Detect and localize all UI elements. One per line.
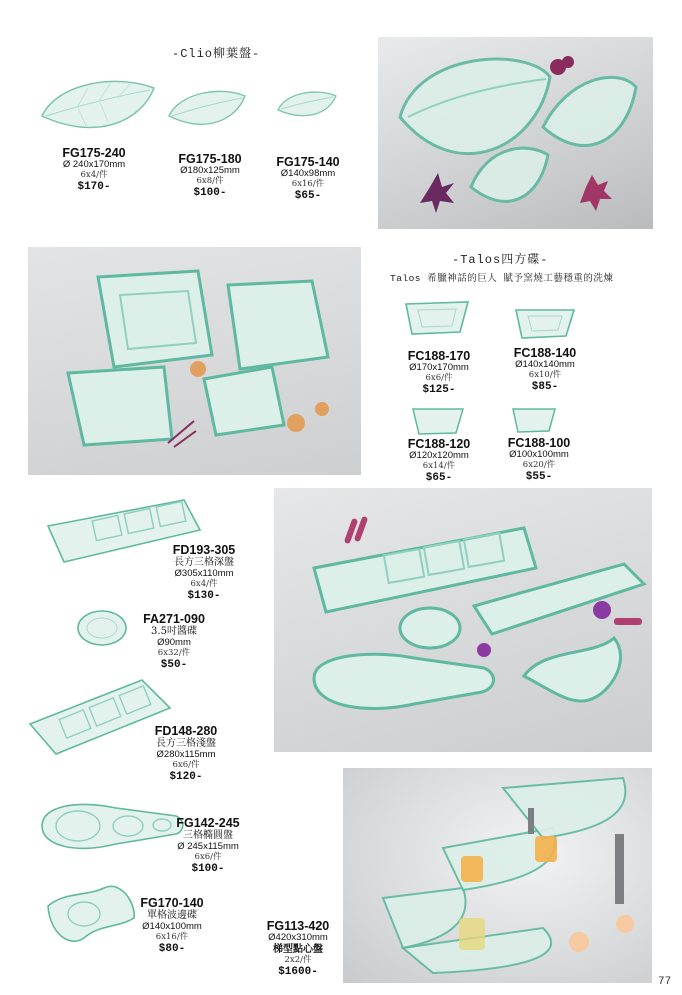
page-number: 77 — [658, 976, 672, 988]
product-code: FD148-280 — [154, 724, 218, 738]
product-code: FD193-305 — [172, 543, 236, 557]
product-price: $80- — [158, 942, 186, 955]
tray-collection-photo — [274, 488, 652, 752]
square-dish-140-image — [512, 304, 578, 342]
product-pack: 6x16/件 — [291, 179, 325, 190]
sauce-dish-image — [76, 608, 128, 648]
product-dimension: Ø420x310mm — [268, 932, 328, 944]
product-dimension: Ø180x125mm — [180, 165, 240, 177]
product-price: $55- — [525, 471, 553, 484]
clio-product-photo — [378, 37, 653, 229]
product-name: 梯型點心盤 — [273, 944, 323, 956]
product-dimension: Ø170x170mm — [409, 362, 469, 374]
product-price: $170- — [77, 181, 111, 194]
product-pack: 6x20/件 — [522, 460, 556, 471]
product-fd193-305 — [156, 543, 252, 602]
product-pack: 6x4/件 — [80, 170, 108, 181]
tiered-dessert-stand-photo — [343, 768, 652, 983]
square-dish-100-image — [510, 404, 558, 436]
product-name: 3.5吋醬碟 — [151, 626, 197, 638]
product-pack: 6x6/件 — [172, 759, 200, 770]
product-price: $130- — [187, 589, 221, 602]
product-fg175-180 — [164, 152, 256, 200]
product-name: 單格波邊碟 — [147, 910, 197, 922]
product-pack: 6x16/件 — [155, 931, 189, 942]
product-dimension: Ø305x110mm — [174, 567, 234, 579]
leaf-plate-small-image — [276, 90, 338, 122]
product-dimension: Ø120x120mm — [409, 450, 469, 462]
product-dimension: Ø 245x115mm — [177, 840, 239, 852]
product-code: FC188-140 — [513, 346, 577, 360]
product-code: FG175-240 — [62, 146, 126, 160]
product-code: FG175-180 — [178, 152, 242, 166]
product-name: 三格橢圓盤 — [183, 830, 233, 842]
product-pack: 6x4/件 — [190, 578, 218, 589]
product-price: $50- — [160, 658, 188, 671]
product-code: FG142-245 — [176, 816, 240, 830]
square-dish-170-image — [402, 296, 472, 338]
clio-section-title: -Clio柳葉盤- — [172, 47, 261, 61]
product-price: $1600- — [278, 965, 318, 978]
product-fg113-420 — [250, 919, 346, 978]
talos-section-title: -Talos四方碟- — [452, 253, 549, 267]
product-code: FG170-140 — [140, 896, 204, 910]
product-pack: 2x2/件 — [284, 954, 312, 965]
product-price: $65- — [294, 190, 322, 203]
product-pack: 6x6/件 — [194, 851, 222, 862]
product-fd148-280 — [136, 724, 236, 783]
product-fg142-245 — [158, 816, 258, 875]
product-pack: 6x10/件 — [528, 370, 562, 381]
talos-subtitle: Talos 希臘神話的巨人 賦予窯燒工藝穩重的洗煉 — [390, 273, 614, 284]
product-name: 長方三格淺盤 — [156, 738, 216, 750]
product-fc188-170 — [394, 349, 484, 397]
product-code: FG175-140 — [276, 155, 340, 169]
product-dimension: Ø90mm — [157, 636, 191, 648]
product-dimension: Ø140x140mm — [515, 359, 575, 371]
product-code: FC188-170 — [407, 349, 471, 363]
product-fg175-140 — [262, 155, 354, 203]
product-price: $100- — [191, 862, 225, 875]
product-dimension: Ø100x100mm — [509, 449, 569, 461]
leaf-plate-medium-image — [166, 88, 248, 134]
product-fc188-100 — [494, 436, 584, 484]
product-fg170-140 — [126, 896, 218, 955]
product-dimension: Ø140x100mm — [142, 920, 202, 932]
product-fg175-240 — [46, 146, 142, 194]
product-fc188-140 — [500, 346, 590, 394]
product-price: $100- — [193, 187, 227, 200]
product-price: $65- — [425, 472, 453, 485]
product-dimension: Ø280x115mm — [156, 748, 216, 760]
product-dimension: Ø 240x170mm — [62, 159, 126, 171]
product-pack: 6x32/件 — [157, 647, 191, 658]
product-code: FC188-100 — [507, 436, 571, 450]
product-fa271-090 — [130, 612, 218, 671]
product-pack: 6x6/件 — [425, 373, 453, 384]
square-dish-120-image — [410, 404, 466, 438]
product-code: FC188-120 — [407, 437, 471, 451]
product-fc188-120 — [394, 437, 484, 485]
product-pack: 6x8/件 — [196, 176, 224, 187]
product-dimension: Ø140x98mm — [280, 168, 336, 180]
product-code: FA271-090 — [143, 612, 205, 626]
leaf-plate-large-image — [38, 76, 158, 142]
product-pack: 6x14/件 — [422, 461, 456, 472]
product-price: $125- — [422, 384, 456, 397]
product-price: $120- — [169, 770, 203, 783]
product-price: $85- — [531, 381, 559, 394]
product-name: 長方三格深盤 — [174, 557, 234, 569]
talos-product-photo — [28, 247, 361, 475]
product-code: FG113-420 — [266, 919, 330, 933]
